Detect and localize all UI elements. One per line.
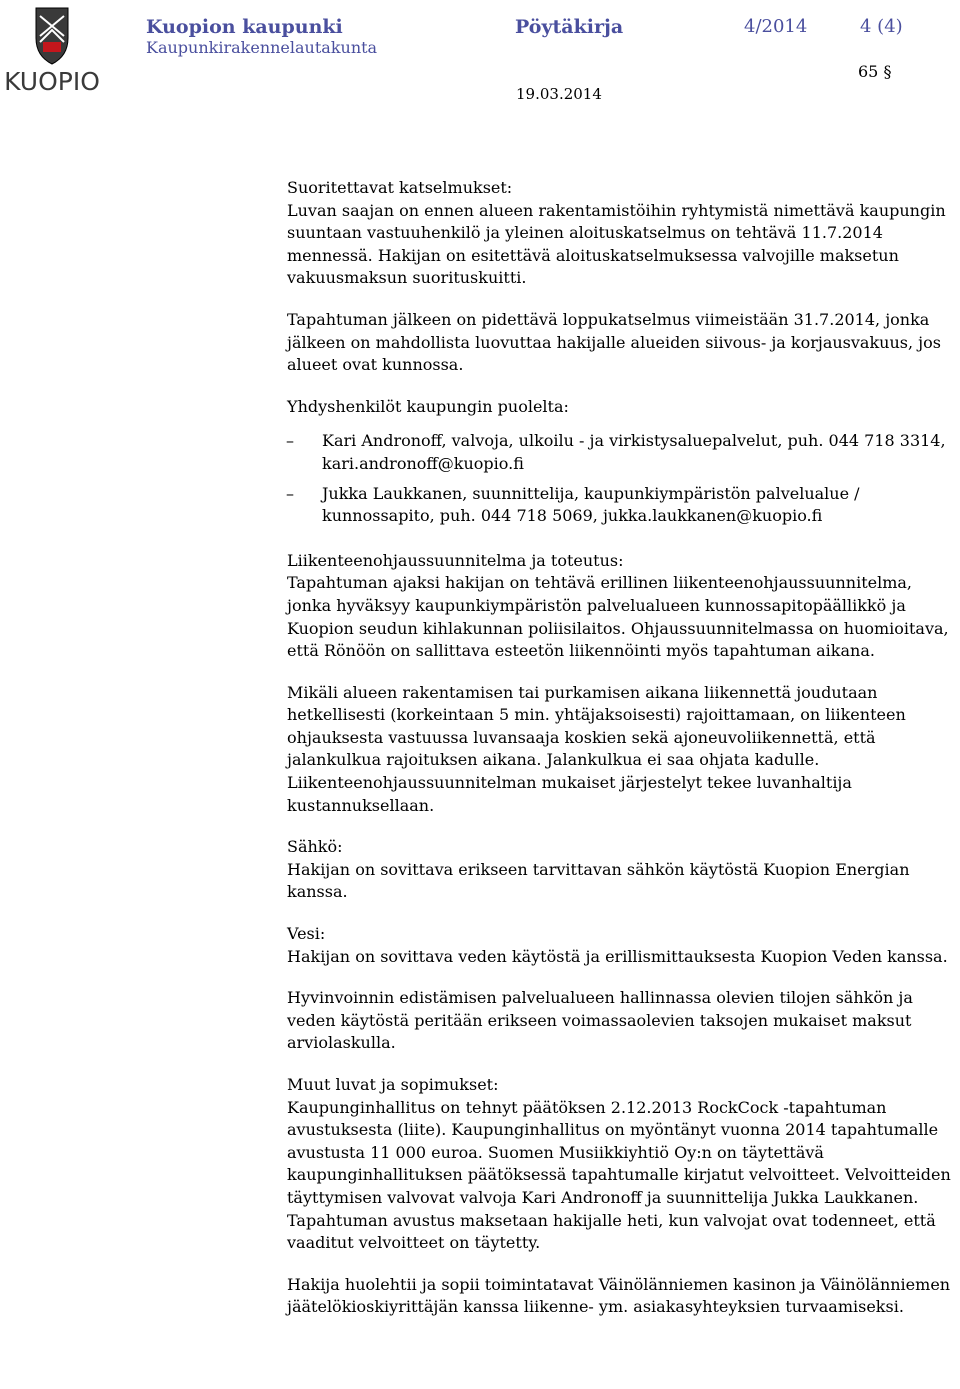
final-paragraph: Hakija huolehtii ja sopii toimintatavat Väinölänniemen kasinon ja Väinölänniemen jäätelökioskiyrittäjän kanssa liikenne- ym. asiakasyhteyksien turvaamiseksi.	[287, 1274, 951, 1317]
other-permits-text: Kaupunginhallitus on tehnyt päätöksen 2.12.2013 RockCock -tapahtuman avustuksesta (liite). Kaupunginhallitus on myöntänyt vuonna 2014 tapahtumalle avustusta 11 000 euroa. Suomen Musiikkiyhtiö Oy:n on täytettävä kaupunginhallituksen päätöksessä tapahtumalle kirjatut velvoitteet. Velvoitteiden täyttymisen valvovat valvoja Kari Andronoff ja suunnittelija Jukka Laukkanen. Tapahtuman avustus maksetaan hakijalle heti, kun valvojat ovat todenneet, että vaaditut velvoitteet on täytetty.	[287, 1097, 951, 1253]
other-permits-paragraph	[287, 1074, 959, 1255]
kuopio-logo	[2, 4, 102, 96]
contact-text: Kari Andronoff, valvoja, ulkoilu - ja virkistysaluepalvelut, puh. 044 718 3314, kari.andronoff@kuopio.fi	[322, 431, 946, 473]
electricity-paragraph	[287, 836, 959, 904]
electricity-heading: Sähkö:	[287, 837, 343, 857]
water-text: Hakijan on sovittava veden käytöstä ja erillismittauksesta Kuopion Veden kanssa.	[287, 946, 948, 966]
welfare-paragraph: Hyvinvoinnin edistämisen palvelualueen hallinnassa olevien tilojen sähkön ja veden käytöstä peritään erikseen voimassaolevien taksojen mukaiset maksut arviolaskulla.	[287, 988, 913, 1053]
traffic-paragraph	[287, 550, 959, 663]
page-number: 4 (4)	[860, 16, 903, 37]
inspections-paragraph	[287, 177, 959, 290]
logo-text: KUOPIO	[4, 67, 100, 96]
contact-item	[287, 483, 959, 528]
coat-of-arms-icon	[36, 8, 68, 64]
document-number: 4/2014	[744, 16, 808, 37]
meeting-date: 19.03.2014	[516, 85, 602, 103]
inspections-text: Luvan saajan on ennen alueen rakentamistöihin ryhtymistä nimettävä kaupungin suuntaan vastuuhenkilö ja yleinen aloituskatselmus on tehtävä 11.7.2014 mennessä. Hakijan on esitettävä aloituskatselmuksessa valvojille maksetun vakuusmaksun suorituskuitti.	[287, 200, 946, 288]
dash-bullet: –	[286, 431, 294, 451]
organization-name: Kuopion kaupunki	[146, 16, 343, 38]
electricity-text: Hakijan on sovittava erikseen tarvittavan sähkön käytöstä Kuopion Energian kanssa.	[287, 859, 910, 902]
section-number: 65 §	[858, 62, 892, 81]
document-body	[287, 177, 959, 1338]
dash-bullet: –	[286, 483, 294, 503]
contact-text: Jukka Laukkanen, suunnittelija, kaupunkiympäristön palvelualue / kunnossapito, puh. 044 718 5069, jukka.laukkanen@kuopio.fi	[322, 483, 860, 526]
water-paragraph	[287, 923, 959, 968]
committee-name: Kaupunkirakennelautakunta	[146, 38, 378, 57]
inspections-heading: Suoritettavat katselmukset:	[287, 178, 513, 197]
traffic-heading: Liikenteenohjaussuunnitelma ja toteutus:	[287, 550, 624, 570]
other-permits-heading: Muut luvat ja sopimukset:	[287, 1075, 499, 1094]
water-heading: Vesi:	[287, 924, 326, 944]
contact-item	[287, 430, 959, 475]
contacts-heading: Yhdyshenkilöt kaupungin puolelta:	[287, 396, 569, 416]
document-type: Pöytäkirja	[515, 16, 624, 38]
traffic-restriction-paragraph: Mikäli alueen rakentamisen tai purkamisen aikana liikennettä joudutaan hetkellisesti (korkeintaan 5 min. yhtäjaksoisesti) rajoittamaan, on liikenteen ohjauksesta vastuussa luvansaaja koskien sekä ajoneuvoliikennettä, että jalankulkua rajoituksen aikana. Jalankulkua ei saa ohjata kadulle. Liikenteenohjaussuunnitelman mukaiset järjestelyt tekee luvanhaltija kustannuksellaan.	[287, 682, 906, 815]
traffic-text: Tapahtuman ajaksi hakijan on tehtävä erillinen liikenteenohjaussuunnitelma, jonka hyväksyy kaupunkiympäristön palvelualueen kunnossapitopäällikkö ja Kuopion seudun kihlakunnan poliisilaitos. Ohjaussuunnitelmassa on huomioitava, että Rönöön on sallittava esteetön liikennöinti myös tapahtuman aikana.	[287, 573, 949, 661]
final-inspection-paragraph: Tapahtuman jälkeen on pidettävä loppukatselmus viimeistään 31.7.2014, jonka jälkeen on mahdollista luovuttaa hakijalle alueiden siivous- ja korjausvakuus, jos alueet ovat kunnossa.	[287, 309, 941, 375]
